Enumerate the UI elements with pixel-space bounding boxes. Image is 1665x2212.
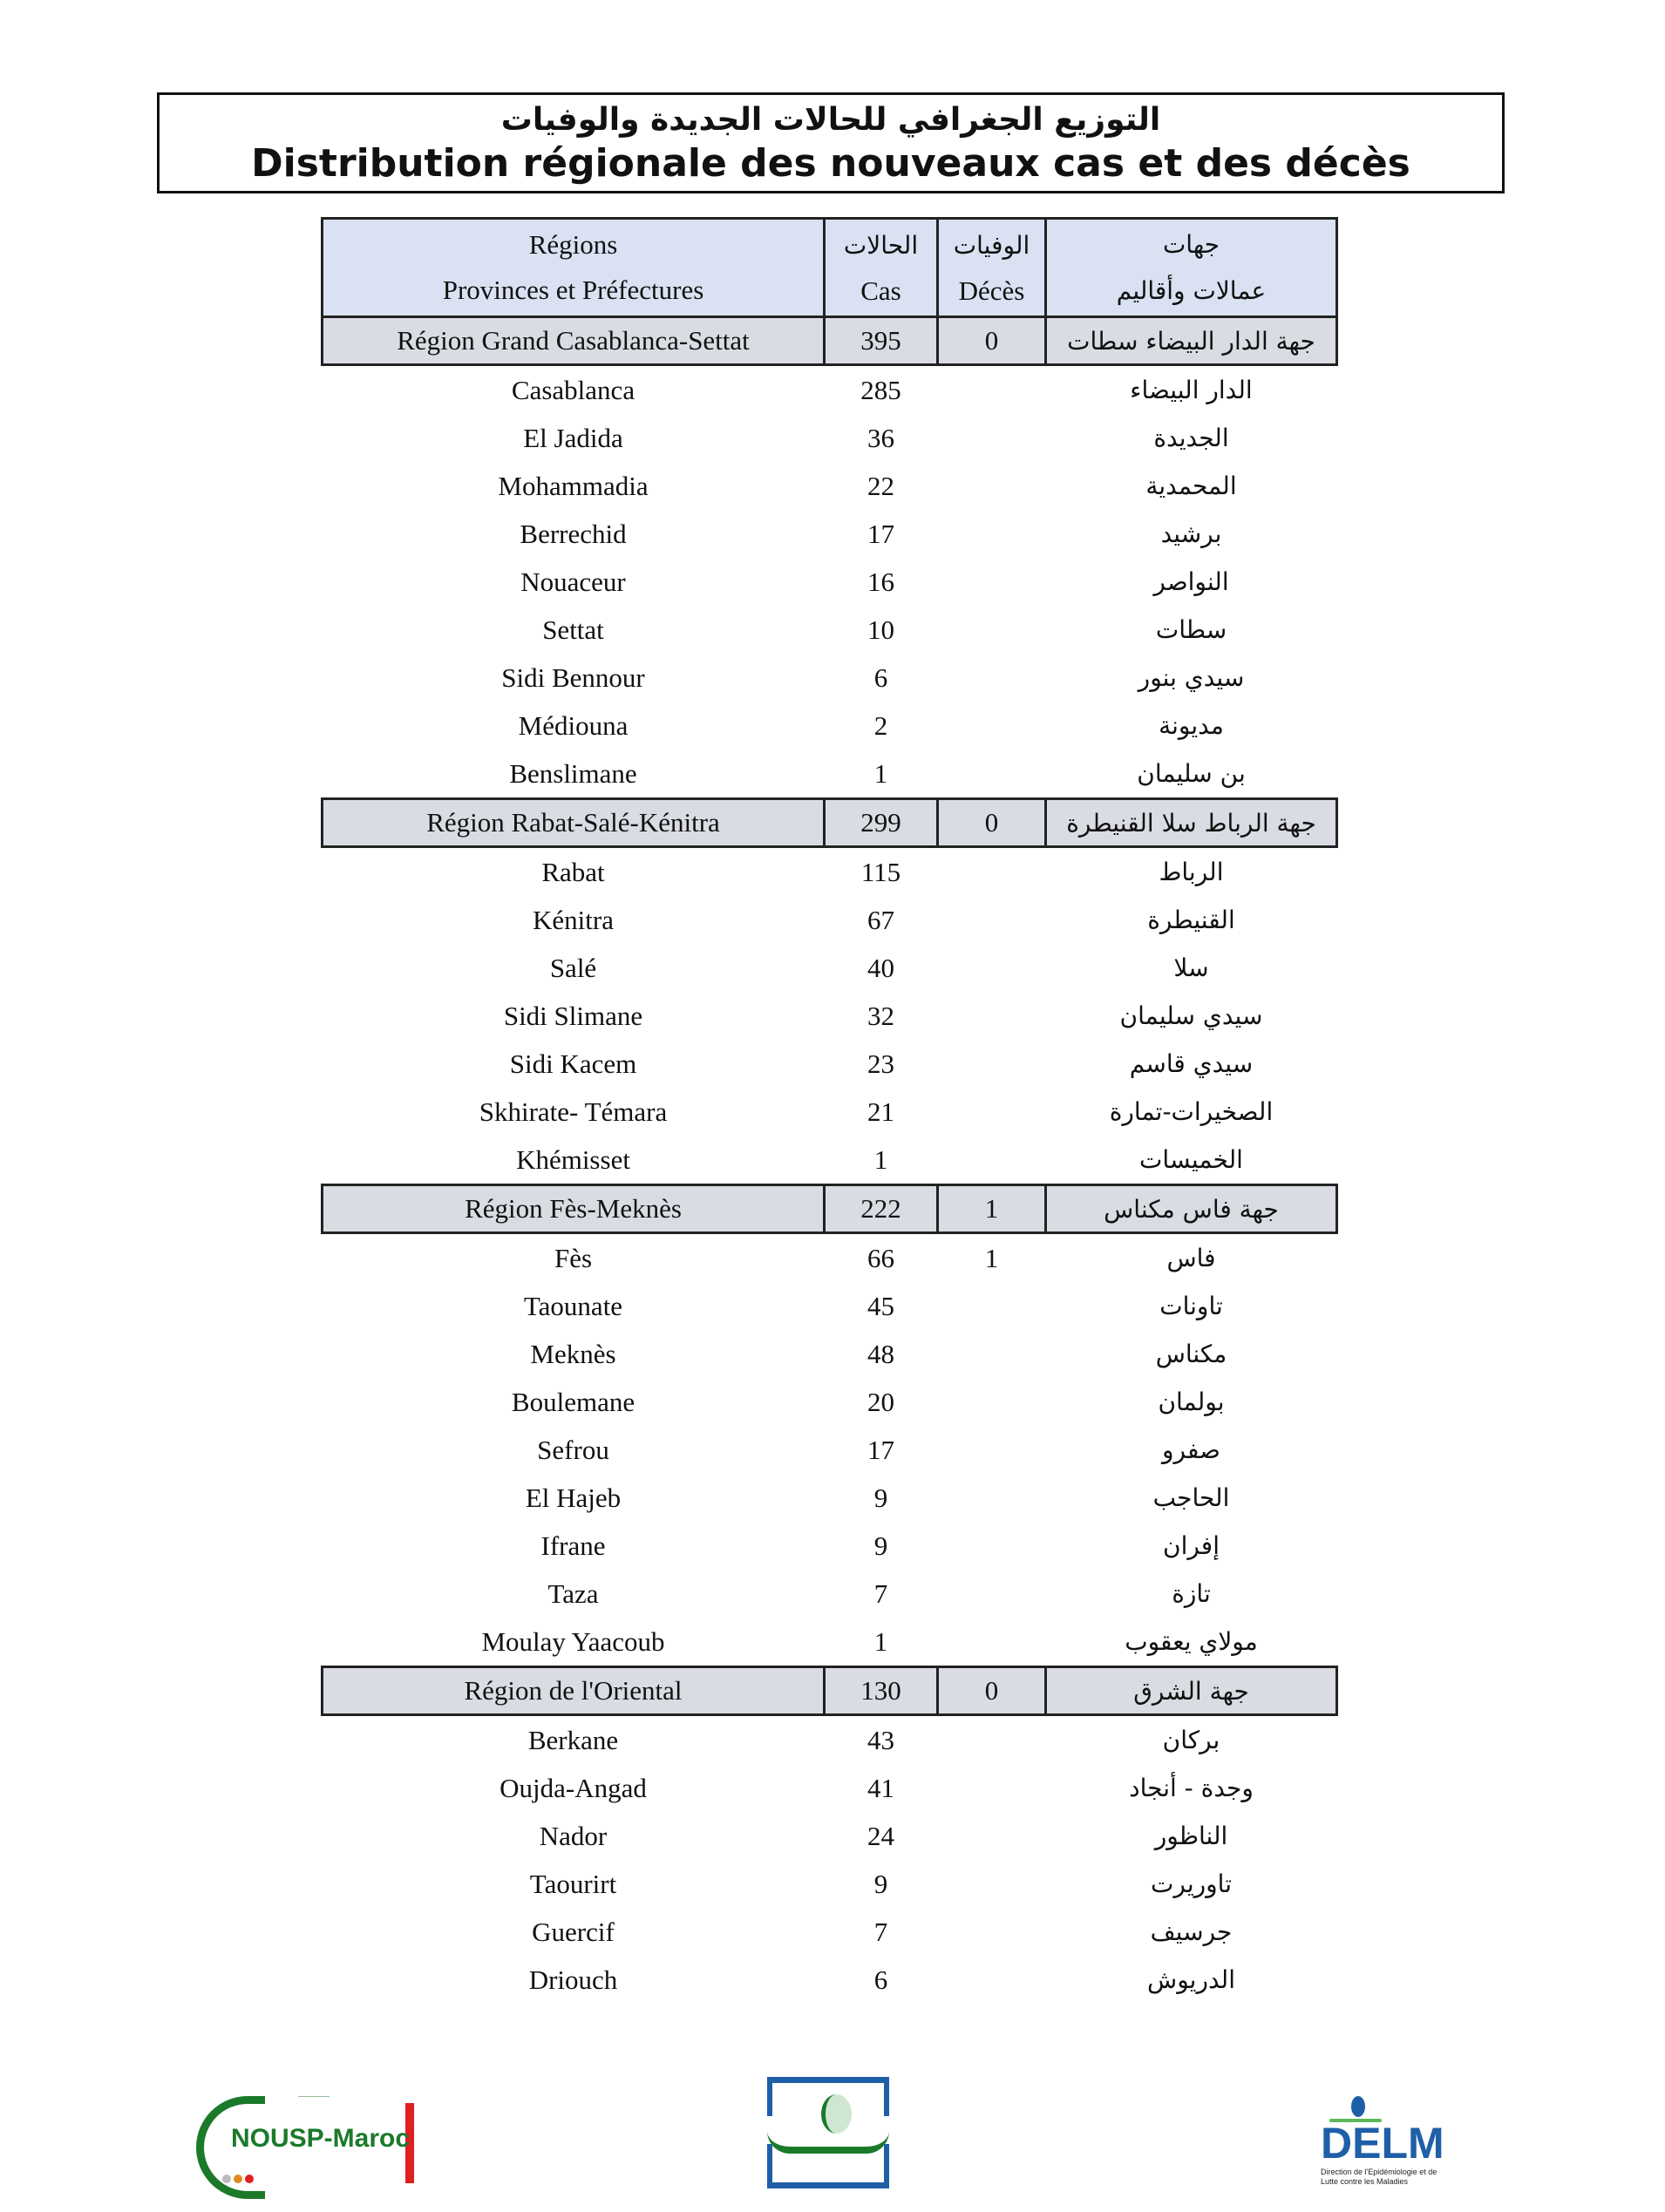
province-name-ar: برشيد — [1160, 519, 1222, 548]
province-cas: 10 — [867, 614, 894, 645]
province-cas: 45 — [867, 1290, 894, 1321]
province-cas: 7 — [873, 1578, 888, 1609]
distribution-table — [321, 217, 1338, 2004]
header-regions-ar: جهات عمالات وأقاليم — [1046, 219, 1337, 317]
province-name: Kénitra — [533, 904, 614, 935]
province-deces — [938, 1908, 1046, 1956]
province-name-ar: بولمان — [1158, 1388, 1225, 1416]
region-cas: 299 — [825, 799, 938, 847]
province-name: Sidi Kacem — [509, 1048, 637, 1079]
province-deces — [938, 1570, 1046, 1618]
province-deces — [938, 1764, 1046, 1812]
province-deces — [938, 1956, 1046, 2004]
province-deces — [938, 365, 1046, 415]
province-row — [323, 1908, 1337, 1956]
province-row — [323, 1570, 1337, 1618]
province-cas: 9 — [873, 1530, 888, 1561]
province-cas: 6 — [873, 1964, 888, 1995]
province-deces — [938, 847, 1046, 897]
province-name-ar: الناظور — [1154, 1822, 1228, 1850]
province-cas: 9 — [873, 1482, 888, 1513]
province-name: Berkane — [527, 1724, 619, 1755]
province-name-ar: الدار البيضاء — [1130, 376, 1253, 404]
province-name-ar: الرباط — [1159, 858, 1224, 886]
province-name: Skhirate- Témara — [479, 1096, 668, 1127]
province-row — [323, 1956, 1337, 2004]
province-name-ar: سطات — [1155, 615, 1227, 644]
province-cas: 285 — [860, 374, 901, 405]
province-deces — [938, 1618, 1046, 1667]
province-row — [323, 1812, 1337, 1860]
province-name: Médiouna — [518, 709, 629, 741]
province-row — [323, 992, 1337, 1040]
province-deces — [938, 654, 1046, 702]
province-deces — [938, 1715, 1046, 1765]
province-deces — [938, 1474, 1046, 1522]
province-deces — [938, 702, 1046, 750]
province-row — [323, 1764, 1337, 1812]
province-deces: 1 — [984, 1242, 999, 1273]
title-box — [157, 92, 1505, 193]
province-name: Rabat — [541, 856, 605, 887]
province-row — [323, 1474, 1337, 1522]
province-cas: 67 — [867, 904, 894, 935]
province-cas: 66 — [867, 1242, 894, 1273]
province-row — [323, 1088, 1337, 1136]
province-name: Khémisset — [516, 1143, 630, 1175]
province-deces — [938, 944, 1046, 992]
title-arabic: التوزيع الجغرافي للحالات الجديدة والوفيات — [500, 102, 1161, 138]
delm-logo: DELM Direction de l'Epidémiologie et de Lutte contre les Maladies — [1321, 2096, 1460, 2192]
region-name-ar: جهة الدار البيضاء سطات — [1046, 317, 1337, 365]
province-name: Nador — [539, 1820, 608, 1851]
nousp-logo: ———— NOUSP-Maroc — [196, 2087, 414, 2188]
ministry-emblem-logo — [767, 2077, 889, 2188]
province-row — [323, 1330, 1337, 1378]
province-name: Oujda-Angad — [500, 1772, 647, 1803]
province-row — [323, 944, 1337, 992]
province-deces — [938, 414, 1046, 462]
province-name-ar: جرسيف — [1150, 1917, 1233, 1946]
province-row — [323, 414, 1337, 462]
province-row — [323, 1233, 1337, 1283]
province-name-ar: تازة — [1172, 1579, 1211, 1608]
province-name-ar: سيدي بنور — [1138, 663, 1245, 692]
province-name: Fès — [554, 1242, 593, 1273]
province-name: Taounate — [523, 1290, 623, 1321]
province-cas: 32 — [867, 1000, 894, 1031]
province-cas: 115 — [860, 856, 901, 887]
province-name-ar: سلا — [1173, 953, 1209, 982]
region-deces: 0 — [938, 317, 1046, 365]
province-row — [323, 1522, 1337, 1570]
province-name-ar: الجديدة — [1153, 424, 1229, 452]
province-name-ar: المحمدية — [1145, 472, 1237, 500]
province-name: Sidi Bennour — [501, 662, 645, 693]
province-cas: 40 — [867, 952, 894, 983]
province-name-ar: الدريوش — [1147, 1965, 1235, 1994]
province-cas: 22 — [867, 470, 894, 501]
province-name-ar: مكناس — [1155, 1340, 1227, 1368]
province-name-ar: وجدة - أنجاد — [1129, 1774, 1254, 1802]
province-cas: 43 — [867, 1724, 894, 1755]
province-row — [323, 1282, 1337, 1330]
province-name: Benslimane — [509, 757, 637, 789]
province-name-ar: القنيطرة — [1147, 906, 1235, 934]
province-name-ar: إفران — [1163, 1531, 1220, 1560]
province-cas: 1 — [873, 757, 888, 789]
province-name-ar: مديونة — [1159, 711, 1224, 740]
region-deces: 0 — [938, 799, 1046, 847]
province-name-ar: مولاي يعقوب — [1125, 1627, 1258, 1656]
province-deces — [938, 1522, 1046, 1570]
province-name-ar: الصخيرات-تمارة — [1109, 1097, 1274, 1126]
province-row — [323, 1378, 1337, 1426]
province-name: Driouch — [528, 1964, 618, 1995]
province-cas: 20 — [867, 1386, 894, 1417]
province-name: Taza — [547, 1578, 599, 1609]
province-name-ar: صفرو — [1162, 1435, 1220, 1464]
province-cas: 6 — [873, 662, 888, 693]
province-name-ar: بركان — [1162, 1726, 1220, 1754]
region-row — [323, 317, 1337, 365]
province-row — [323, 1860, 1337, 1908]
province-deces — [938, 462, 1046, 510]
province-cas: 16 — [867, 566, 894, 597]
province-deces — [938, 1378, 1046, 1426]
region-row — [323, 1667, 1337, 1715]
province-name-ar: سيدي قاسم — [1129, 1049, 1254, 1078]
province-cas: 23 — [867, 1048, 894, 1079]
province-name: Boulemane — [511, 1386, 635, 1417]
province-name-ar: تاوريرت — [1151, 1869, 1232, 1898]
province-name: Guercif — [532, 1916, 615, 1947]
province-row — [323, 1715, 1337, 1765]
province-deces — [938, 510, 1046, 558]
province-row — [323, 462, 1337, 510]
title-french: Distribution régionale des nouveaux cas et des décès — [251, 141, 1410, 186]
province-cas: 36 — [867, 422, 894, 453]
province-row — [323, 750, 1337, 799]
province-deces — [938, 1330, 1046, 1378]
header-deces: الوفيات Décès — [938, 219, 1046, 317]
province-deces — [938, 1812, 1046, 1860]
province-row — [323, 896, 1337, 944]
header-cas: الحالات Cas — [825, 219, 938, 317]
province-cas: 17 — [867, 1434, 894, 1465]
province-cas: 17 — [867, 518, 894, 549]
region-name: Région Fès-Meknès — [323, 1185, 825, 1233]
province-row — [323, 1618, 1337, 1667]
province-row — [323, 1136, 1337, 1185]
province-name: Mohammadia — [498, 470, 649, 501]
province-cas: 24 — [867, 1820, 894, 1851]
province-cas: 41 — [867, 1772, 894, 1803]
province-name: Sidi Slimane — [503, 1000, 643, 1031]
province-cas: 1 — [873, 1143, 888, 1175]
province-name-ar: سيدي سليمان — [1119, 1001, 1263, 1030]
region-name: Région Rabat-Salé-Kénitra — [323, 799, 825, 847]
province-row — [323, 654, 1337, 702]
province-row — [323, 1040, 1337, 1088]
province-name: Ifrane — [540, 1530, 606, 1561]
province-deces — [938, 896, 1046, 944]
province-deces — [938, 1426, 1046, 1474]
province-deces — [938, 1136, 1046, 1185]
header-regions: Régions Provinces et Préfectures — [323, 219, 825, 317]
province-name: Casablanca — [511, 374, 635, 405]
region-deces: 0 — [938, 1667, 1046, 1715]
region-name-ar: جهة الشرق — [1046, 1667, 1337, 1715]
region-cas: 222 — [825, 1185, 938, 1233]
province-cas: 7 — [873, 1916, 888, 1947]
province-name: Nouaceur — [520, 566, 626, 597]
region-cas: 395 — [825, 317, 938, 365]
region-cas: 130 — [825, 1667, 938, 1715]
region-name-ar: جهة فاس مكناس — [1046, 1185, 1337, 1233]
province-row — [323, 510, 1337, 558]
table-header — [323, 219, 1337, 317]
province-row — [323, 847, 1337, 897]
province-name-ar: النواصر — [1153, 567, 1229, 596]
province-name: Settat — [542, 614, 604, 645]
province-name: Sefrou — [537, 1434, 609, 1465]
province-row — [323, 606, 1337, 654]
province-cas: 2 — [873, 709, 888, 741]
province-row — [323, 365, 1337, 415]
region-name: Région de l'Oriental — [323, 1667, 825, 1715]
province-name: Moulay Yaacoub — [481, 1625, 665, 1657]
province-name-ar: تاونات — [1159, 1292, 1223, 1320]
province-name: Berrechid — [520, 518, 627, 549]
province-name-ar: الحاجب — [1152, 1483, 1230, 1512]
province-row — [323, 558, 1337, 606]
province-cas: 21 — [867, 1096, 894, 1127]
region-row — [323, 799, 1337, 847]
region-name-ar: جهة الرباط سلا القنيطرة — [1046, 799, 1337, 847]
province-name: El Jadida — [523, 422, 623, 453]
province-deces — [938, 606, 1046, 654]
province-name-ar: بن سليمان — [1137, 759, 1246, 788]
province-row — [323, 1426, 1337, 1474]
province-deces — [938, 1040, 1046, 1088]
province-name: Salé — [549, 952, 597, 983]
province-deces — [938, 1860, 1046, 1908]
province-name-ar: فاس — [1166, 1244, 1216, 1272]
province-deces — [938, 750, 1046, 799]
province-cas: 1 — [873, 1625, 888, 1657]
province-deces — [938, 1088, 1046, 1136]
province-name: Meknès — [530, 1338, 616, 1369]
province-row — [323, 702, 1337, 750]
province-deces — [938, 1282, 1046, 1330]
province-cas: 48 — [867, 1338, 894, 1369]
province-deces — [938, 992, 1046, 1040]
province-name: El Hajeb — [525, 1482, 622, 1513]
province-deces — [938, 558, 1046, 606]
province-name-ar: الخميسات — [1139, 1145, 1243, 1174]
province-cas: 9 — [873, 1868, 888, 1899]
region-row — [323, 1185, 1337, 1233]
region-deces: 1 — [938, 1185, 1046, 1233]
province-name: Taourirt — [529, 1868, 617, 1899]
region-name: Région Grand Casablanca-Settat — [323, 317, 825, 365]
